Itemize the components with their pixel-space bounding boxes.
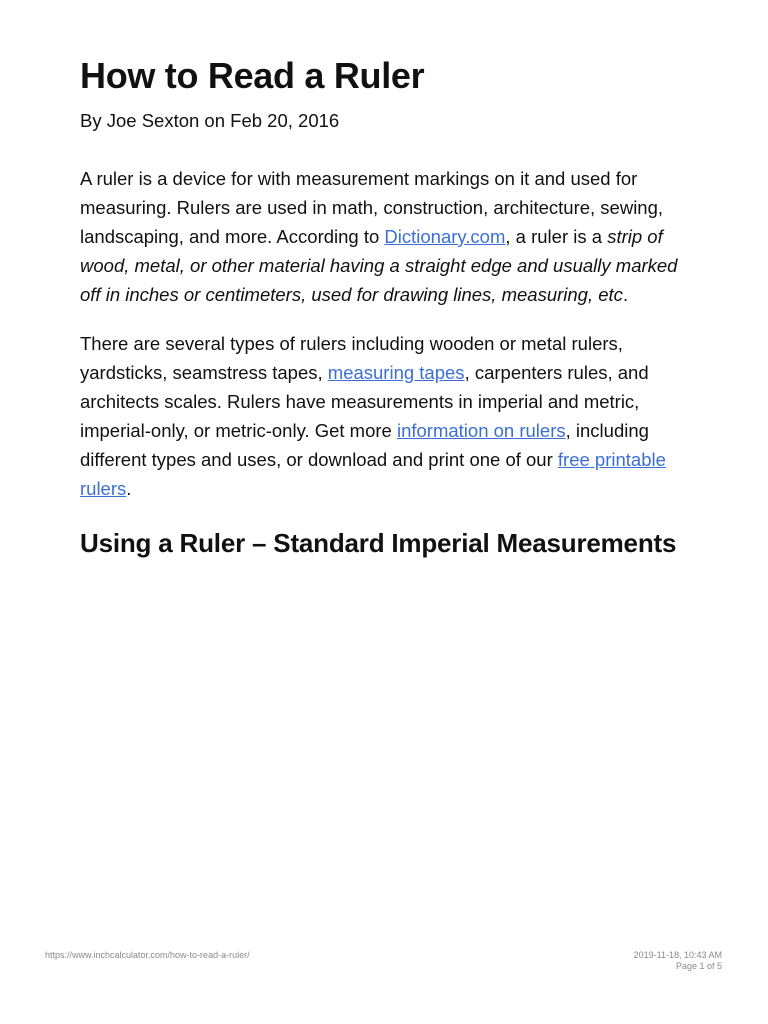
intro-paragraph [80,164,692,309]
footer-meta [634,950,722,972]
information-on-rulers-link[interactable]: information on rulers [396,420,566,441]
measuring-tapes-link[interactable]: measuring tapes [327,362,465,383]
paragraph-text: A ruler is a device for with measurement markings on it and used for measuring. Rulers are used in math, construction, architecture, sewing, landscaping, and more. According to [80,168,664,247]
paragraph-text: , a ruler is a [505,226,608,247]
footer-datetime: 2019-11-18, 10:43 AM [633,950,722,960]
footer-page-number: Page 1 of 5 [675,961,722,971]
paragraph-text: . [622,284,629,305]
paragraph-text: , including different types and uses, or download and print one of our [80,420,649,470]
types-paragraph [80,329,692,503]
ruler-definition: strip of wood, metal, or other material having a straight edge and usually marked off in inches or centimeters, used for drawing lines, measuring, etc [80,226,678,305]
paragraph-text: , carpenters rules, and architects scales. Rulers have measurements in imperial and metric, imperial-only, or metric-only. Get more [80,362,649,441]
byline: By Joe Sexton on Feb 20, 2016 [80,110,340,131]
paragraph-text: . [126,478,132,499]
section-heading: Using a Ruler – Standard Imperial Measurements [80,528,677,558]
footer-url: https://www.inchcalculator.com/how-to-read-a-ruler/ [45,950,250,960]
free-printable-rulers-link[interactable]: free printable rulers [80,449,666,499]
article [80,52,692,558]
dictionary-link[interactable]: Dictionary.com [384,226,506,247]
paragraph-text: There are several types of rulers including wooden or metal rulers, yardsticks, seamstress tapes, [80,333,623,383]
page-title: How to Read a Ruler [80,55,425,96]
